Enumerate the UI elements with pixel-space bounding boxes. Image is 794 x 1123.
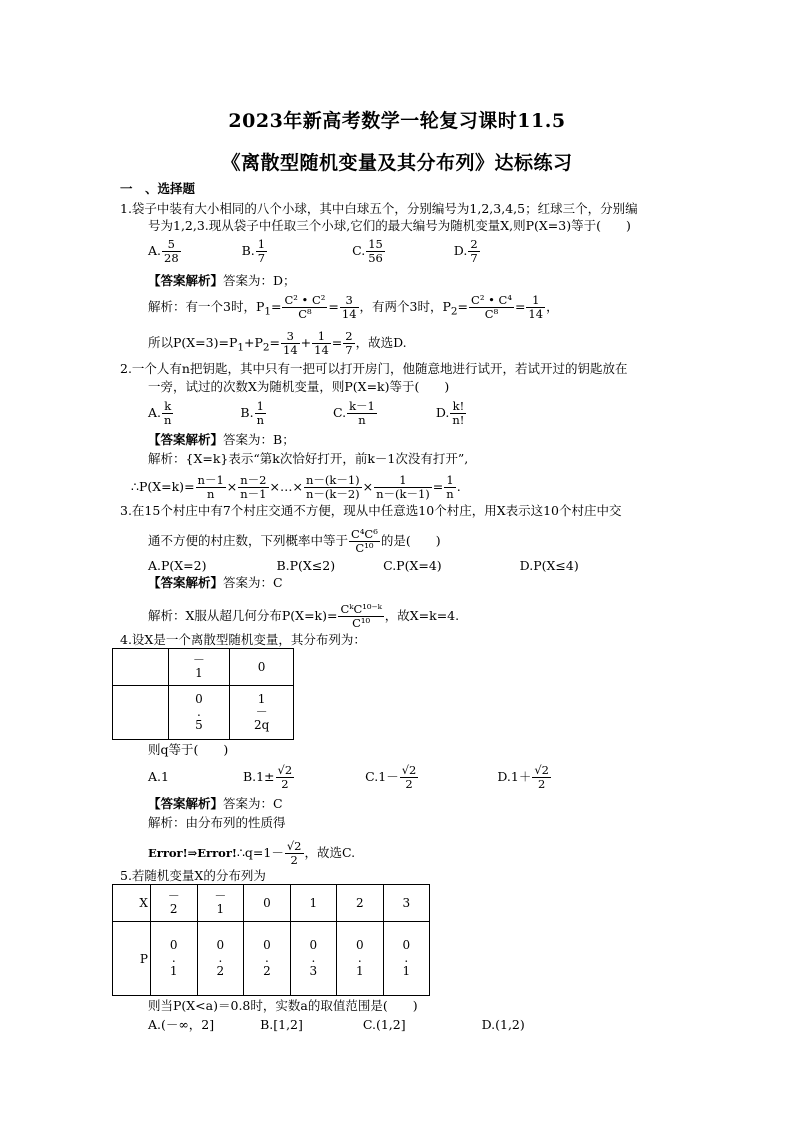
q5-option-c: C.(1,2] [362,1017,406,1032]
q4-table-p1: 0 . 5 [168,686,230,740]
q3-answer: 【答案解析】答案为：C [148,575,283,590]
q3-option-d: D.P(X≤4) [519,558,579,573]
q4-stem: 4.设X是一个离散型随机变量，其分布列为： [120,632,366,647]
q2-explanation-line2: ∴P(X=k)= $\frac{n-1}{n}$ × $\frac{n-2}{n-1}$ ×…× $\frac{n-(k-1)}{n-(k-2)}$ × $\frac{1}{n-(k-1)}$ = $\frac{1}{n}$ . [131,473,461,501]
q5-stem: 5.若随机变量X的分布列为 [120,868,266,883]
q5-table-p-cell: 0 . 2 [244,922,290,996]
q2-stem-line1: 2.一个人有n把钥匙，其中只有一把可以打开房门，他随意地进行试开，若试开过的钥匙放在 [120,361,628,376]
q5-table-x-cell: 2 [337,885,383,922]
page-title: 2023年新高考数学一轮复习课时11.5 [228,110,566,132]
q5-table-x-cell: 0 [244,885,290,922]
q4-explanation-line1: 解析：由分布列的性质得 [148,815,286,830]
q3-option-a: A.P(X=2) [148,558,207,573]
q5-table-header-p: P [113,922,151,996]
q2-answer: 【答案解析】答案为：B； [148,432,295,447]
q4-table-x1: － 1 [168,649,230,686]
q1-stem-line1: 1.袋子中装有大小相同的八个小球，其中白球五个，分别编号为1,2,3,4,5；红球三个，分别编 [120,201,638,216]
q5-table-x-cell: － 1 [197,885,244,922]
q3-explanation: 解析：X服从超几何分布P(X=k)= $\frac{\text{CᵏC¹⁰⁻ᵏ}}{\text{C¹⁰}}$ ，故X=k=4. [148,602,460,630]
q5-table-header-x: X [113,885,151,922]
q2-option-a: A. $\frac{k}{n}$ [148,399,172,427]
q5-option-b: B.[1,2] [260,1017,303,1032]
q3-option-b: B.P(X≤2) [276,558,336,573]
q4-explanation-line2: Error!⇒Error!∴q=1－ $\frac{√2}{2}$ ，故选C. [148,839,356,867]
q3-stem-line2: 通不方便的村庄数，下列概率中等于 $\frac{\text{C⁴C⁶}}{\text{C¹⁰}}$ 的是( ) [148,527,441,555]
q5-option-a: A.(－∞，2] [148,1017,215,1032]
q2-options [148,400,467,427]
page-subtitle: 《离散型随机变量及其分布列》达标练习 [221,152,573,174]
q1-explanation-line2: 所以$P(X=3)=P_1+P_2=$ $\frac{3}{14}$ + $\frac{1}{14}$ = $\frac{2}{7}$ ，故选D. [148,329,407,357]
q4-table-header-p [113,686,169,740]
q5-table-x-cell: － 2 [150,885,197,922]
q4-options [148,764,552,791]
q5-table-p-cell: 0 . 1 [337,922,383,996]
q5-table-x-cell: 3 [383,885,429,922]
q4-table-header-x [113,649,169,686]
q5-table-p-cell: 0 . 1 [383,922,429,996]
q2-option-c: C. $\frac{k-1}{n}$ [332,399,375,427]
q3-option-c: C.P(X=4) [383,558,442,573]
q1-answer: 【答案解析】答案为：D； [148,273,296,288]
q3-options [148,558,579,573]
q1-option-a: A. $\frac{5}{28}$ [148,237,179,265]
q5-table-p-cell: 0 . 2 [197,922,244,996]
q1-option-c: C. $\frac{15}{56}$ [352,237,383,265]
q5-ask: 则当P(X<a)＝0.8时，实数a的取值范围是( ) [148,998,418,1013]
q4-ask: 则q等于( ) [148,742,229,757]
q1-option-b: B. $\frac{1}{7}$ [241,237,266,265]
q5-table-p-cell: 0 . 3 [290,922,336,996]
q4-table-p2: 1 － 2q [230,686,294,740]
answer-label: 【答案解析】 [148,273,224,288]
q1-option-d: D. $\frac{2}{7}$ [453,237,478,265]
q5-option-d: D.(1,2) [481,1017,525,1032]
q4-option-d: D.1＋ $\frac{√2}{2}$ [497,763,549,791]
section-heading: 一 、选择题 [120,181,196,196]
q2-option-b: B. $\frac{1}{n}$ [240,399,264,427]
q3-stem-line1: 3.在15个村庄中有7个村庄交通不方便，现从中任意选10个村庄，用X表示这10个村庄中交 [120,503,622,518]
q5-options [148,1017,525,1032]
q5-table-x-cell: 1 [290,885,336,922]
q2-stem-line2: 一旁，试过的次数X为随机变量，则P(X=k)等于( ) [148,379,450,394]
q2-explanation-line1: 解析：{X=k}表示“第k次恰好打开，前k－1次没有打开”, [148,451,469,466]
q4-table-x2: 0 [230,649,294,686]
q1-options [148,238,481,265]
q4-distribution-table [112,648,294,740]
q5-table-p-cell: 0 . 1 [150,922,197,996]
q1-explanation-line1: 解析：有一个3时，$P_1=$ $\frac{\text{C² • C²}}{\text{C⁸}}$ = $\frac{3}{14}$ ，有两个3时，$P_2=$ $\frac{\text{C² • C⁴}}{\text{C⁸}}$ = $\frac{1}{14}$ ， [148,293,559,321]
q1-stem-line2: 号为1,2,3.现从袋子中任取三个小球,它们的最大编号为随机变量X,则P(X=3)等于( ) [148,218,631,233]
q4-answer: 【答案解析】答案为：C [148,796,283,811]
q4-option-c: C.1－ $\frac{√2}{2}$ [365,763,417,791]
q4-option-a: A.1 [148,769,169,784]
q4-option-b: B.1± $\frac{√2}{2}$ [242,763,293,791]
q2-option-d: D. $\frac{k!}{n!}$ [435,399,465,427]
q5-distribution-table [112,884,430,996]
